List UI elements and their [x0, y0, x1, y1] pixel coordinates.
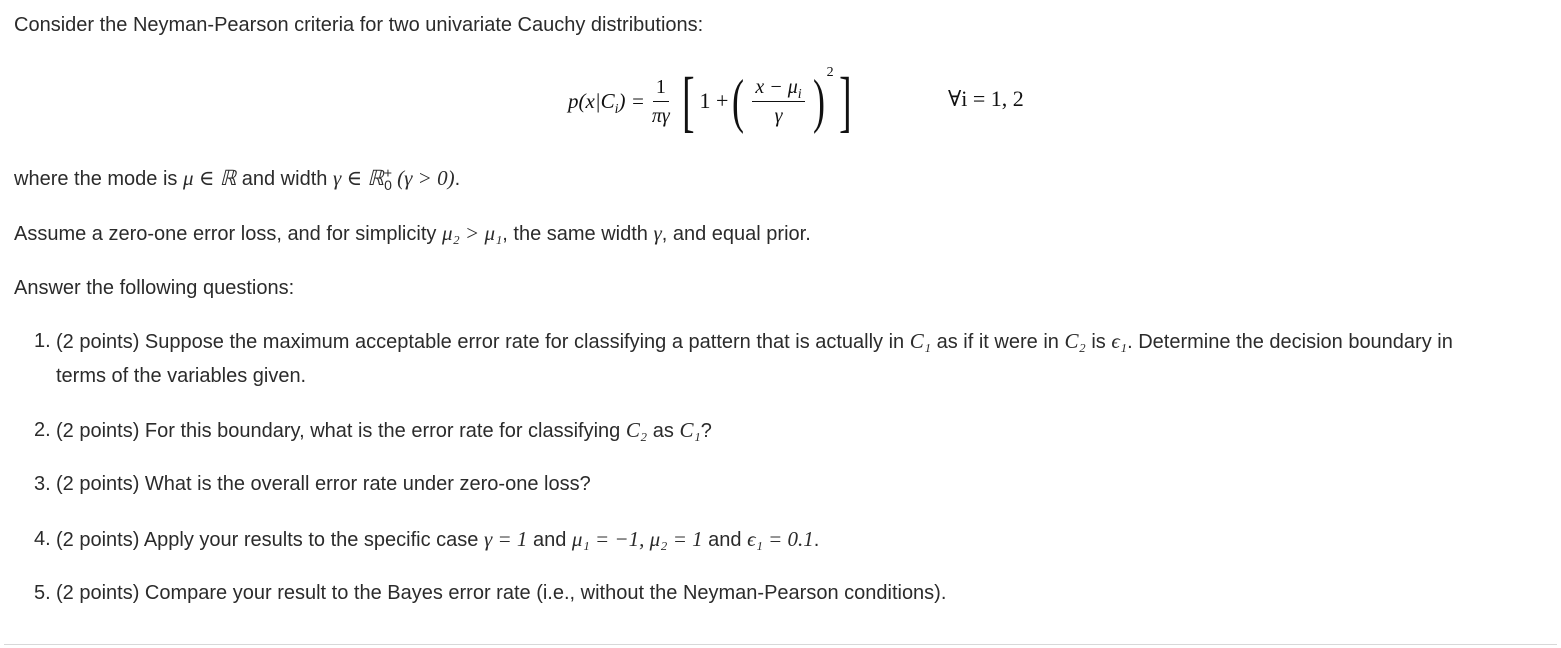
answer-intro: Answer the following questions: — [14, 277, 295, 299]
question-item: 3. (2 points) What is the overall error rate under zero-one loss? — [34, 473, 591, 495]
formula-lhs: $p(x|C_i)$ = — [568, 88, 645, 117]
formula-inner-fraction: $\frac{x - \mu_i}{\gamma}$ — [752, 75, 804, 128]
intro-text: Consider the Neyman-Pearson criteria for two univariate Cauchy distributions: — [14, 14, 704, 36]
bottom-divider — [4, 644, 1557, 645]
question-item: 2. (2 points) For this boundary, what is the error rate for classifying C₂ as C₁? — [34, 418, 712, 442]
formula-forall: ∀i = 1, 2 — [948, 86, 1024, 111]
formula-one-plus: 1 + — [699, 88, 729, 113]
assumption-text: Assume a zero-one error loss, and for simplicity μ₂ > μ₁, the same width γ, and equal prior. — [14, 221, 811, 245]
question-item: 1. (2 points) Suppose the maximum acceptable error rate for classifying a pattern that is actually in C₁ as if it were in C₂ is ϵ₁. Determine the decision boundary in terms of the variables given. — [34, 329, 1453, 387]
formula-exponent: 2 — [826, 65, 834, 80]
question-item: 5. (2 points) Compare your result to the Bayes error rate (i.e., without the Neyman-Pearson conditions). — [34, 582, 947, 604]
formula-fraction: $\frac{1}{\pi\gamma}$ — [651, 75, 670, 127]
question-item: 4. (2 points) Apply your results to the specific case γ = 1 and μ₁ = −1, μ₂ = 1 and ϵ₁ = 0.1. — [34, 527, 820, 551]
cauchy-pdf-formula: $p(x|C_i)$ = $\frac{1}{\pi\gamma}$ [ 1 + ( $\frac{x - \mu_i}{\gamma}$ ) 2 ] — [568, 63, 852, 139]
mode-width-text: where the mode is μ ∈ ℝ and width γ ∈ ℝ+$_0$ (γ > 0). — [14, 164, 461, 193]
